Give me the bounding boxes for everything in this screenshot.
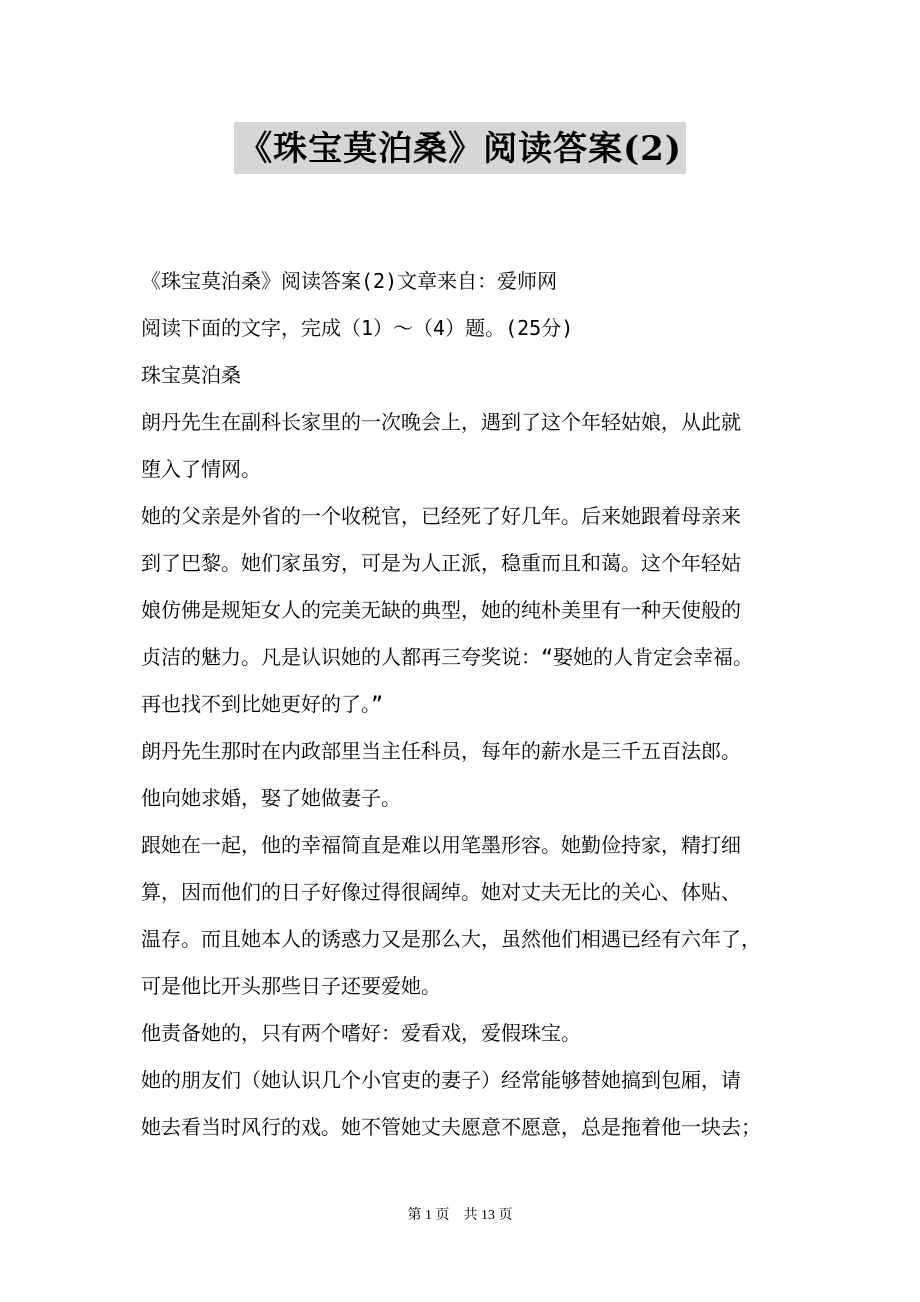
body-line: 堕入了情网。 <box>141 457 261 481</box>
body-line: 再也找不到比她更好的了。” <box>141 692 384 716</box>
page-total: 共 13 页 <box>463 1208 513 1223</box>
body-line: 可是他比开头那些日子还要爱她。 <box>141 974 441 998</box>
body-line: 到了巴黎。她们家虽穷，可是为人正派，稳重而且和蔼。这个年轻姑 <box>141 551 741 575</box>
body-line: 温存。而且她本人的诱惑力又是那么大，虽然他们相遇已经有六年了， <box>141 927 761 951</box>
body-line: 他责备她的，只有两个嗜好：爱看戏，爱假珠宝。 <box>141 1021 581 1045</box>
document-body <box>141 258 791 1151</box>
body-line: 朗丹先生那时在内政部里当主任科员，每年的薪水是三千五百法郎。 <box>141 739 741 763</box>
document-title: 《珠宝莫泊桑》阅读答案(2) <box>234 122 686 174</box>
title-container <box>0 122 920 174</box>
body-line: 阅读下面的文字，完成（1）～（4）题。(25分) <box>141 316 574 340</box>
body-line: 他向她求婚，娶了她做妻子。 <box>141 786 401 810</box>
body-line: 她的父亲是外省的一个收税官，已经死了好几年。后来她跟着母亲来 <box>141 504 741 528</box>
page-number: 第 1 页 <box>407 1208 450 1223</box>
body-line: 贞洁的魅力。凡是认识她的人都再三夸奖说：“娶她的人肯定会幸福。 <box>141 645 754 669</box>
body-line: 她去看当时风行的戏。她不管她丈夫愿意不愿意，总是拖着他一块去； <box>141 1115 761 1139</box>
body-line: 珠宝莫泊桑 <box>141 363 241 387</box>
body-line: 《珠宝莫泊桑》阅读答案(2)文章来自：爱师网 <box>141 269 558 293</box>
body-line: 朗丹先生在副科长家里的一次晚会上，遇到了这个年轻姑娘，从此就 <box>141 410 741 434</box>
body-line: 跟她在一起，他的幸福简直是难以用笔墨形容。她勤俭持家，精打细 <box>141 833 741 857</box>
body-line: 娘仿佛是规矩女人的完美无缺的典型，她的纯朴美里有一种天使般的 <box>141 598 741 622</box>
body-line: 算，因而他们的日子好像过得很阔绰。她对丈夫无比的关心、体贴、 <box>141 880 741 904</box>
body-line: 她的朋友们（她认识几个小官吏的妻子）经常能够替她搞到包厢，请 <box>141 1068 741 1092</box>
page-footer <box>0 1206 920 1226</box>
